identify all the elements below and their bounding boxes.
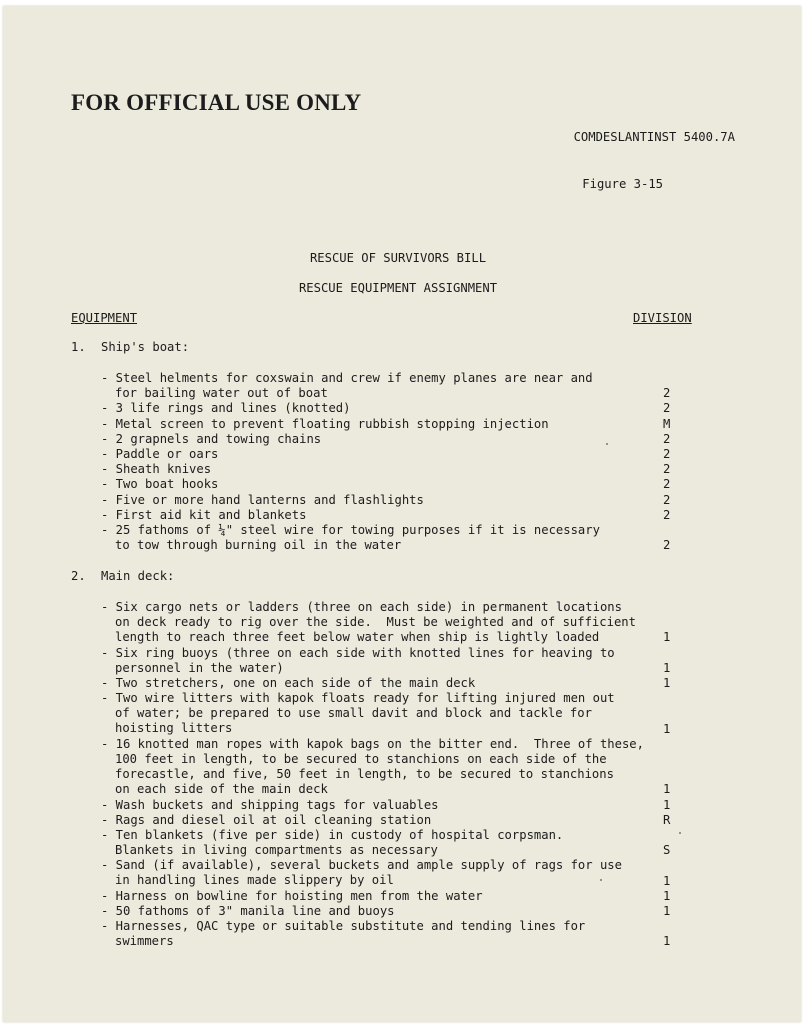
equipment-item-text: - Sand (if available), several buckets and ample supply of rags for use xyxy=(101,858,622,873)
equipment-item-text: on deck ready to rig over the side. Must be weighted and of sufficient xyxy=(115,615,636,629)
equipment-item-text: of water; be prepared to use small davit and block and tackle for xyxy=(115,706,592,721)
equipment-item xyxy=(101,828,646,858)
equipment-item-text: - Rags and diesel oil at oil cleaning station xyxy=(101,812,432,827)
division-column-header: DIVISION xyxy=(633,311,692,325)
division-code: 1 xyxy=(663,630,671,645)
equipment-item-text: - Harness on bowline for hoisting men from the water xyxy=(101,888,483,903)
division-code: 2 xyxy=(663,401,671,416)
equipment-item xyxy=(101,493,646,508)
section-number: 1. xyxy=(71,340,86,354)
equipment-item xyxy=(101,919,646,949)
paper-speck xyxy=(606,443,608,445)
equipment-item-text: on each side of the main deck xyxy=(115,781,328,796)
equipment-item-text: to tow through burning oil in the water xyxy=(115,538,402,552)
equipment-item-text: 100 feet in length, to be secured to stanchions on each side of the xyxy=(115,751,607,766)
equipment-item-text: - Two boat hooks xyxy=(101,477,219,492)
division-code: 1 xyxy=(663,934,671,949)
equipment-item xyxy=(101,477,646,492)
division-code: 1 xyxy=(663,676,671,690)
equipment-item xyxy=(101,691,646,736)
equipment-item-text: - Two stretchers, one on each side of the main deck xyxy=(101,676,476,690)
equipment-item-text: - Six cargo nets or ladders (three on each side) in permanent locations xyxy=(101,600,622,614)
division-code: 2 xyxy=(663,462,671,477)
equipment-item xyxy=(101,401,646,416)
division-code: 1 xyxy=(663,904,671,918)
equipment-item-text: hoisting litters xyxy=(115,721,233,736)
equipment-item-text: - Six ring buoys (three on each side with knotted lines for heaving to xyxy=(101,645,615,660)
equipment-item-text: - First aid kit and blankets xyxy=(101,507,307,522)
equipment-item-text: - Steel helments for coxswain and crew if enemy planes are near and xyxy=(101,371,593,385)
equipment-item xyxy=(101,508,646,523)
equipment-item-text: - 50 fathoms of 3" manila line and buoys xyxy=(101,904,395,918)
equipment-item-text: in handling lines made slippery by oil xyxy=(115,873,394,888)
equipment-item-text: - Harnesses, QAC type or suitable substitute and tending lines for xyxy=(101,919,586,934)
equipment-item-text: forecastle, and five, 50 feet in length, to be secured to stanchions xyxy=(115,766,614,781)
equipment-item xyxy=(101,813,646,828)
division-code: 2 xyxy=(663,447,671,461)
document-page xyxy=(3,6,801,1022)
equipment-item-text: - 16 knotted man ropes with kapok bags on the bitter end. Three of these, xyxy=(101,736,644,751)
division-code: S xyxy=(663,843,671,858)
equipment-item xyxy=(101,646,646,676)
equipment-item xyxy=(101,432,646,447)
division-code: R xyxy=(663,812,671,827)
bill-title: RESCUE OF SURVIVORS BILL xyxy=(309,251,487,265)
equipment-item-text: - 3 life rings and lines (knotted) xyxy=(101,401,351,416)
paper-speck xyxy=(679,832,681,834)
equipment-item xyxy=(101,417,646,432)
section-heading xyxy=(71,340,189,355)
equipment-item xyxy=(101,462,646,477)
equipment-item-text: - Two wire litters with kapok floats ready for lifting injured men out xyxy=(101,691,615,706)
division-code: 2 xyxy=(663,386,671,401)
figure-number: Figure 3-15 xyxy=(582,177,663,191)
equipment-item xyxy=(101,676,646,691)
equipment-item xyxy=(101,371,646,401)
equipment-item-text: - Ten blankets (five per side) in custody of hospital corpsman. xyxy=(101,828,564,842)
division-code: 1 xyxy=(663,721,671,736)
division-code: 1 xyxy=(663,797,671,812)
equipment-item xyxy=(101,523,646,553)
section-title: Main deck: xyxy=(101,569,175,583)
equipment-item xyxy=(101,600,646,645)
paper-speck xyxy=(600,879,602,881)
equipment-item-text: - Wash buckets and shipping tags for valuables xyxy=(101,797,439,812)
division-code: 2 xyxy=(663,538,671,553)
division-code: 2 xyxy=(663,431,671,446)
equipment-column-header: EQUIPMENT xyxy=(71,311,138,325)
equipment-item xyxy=(101,447,646,462)
section-title: Ship's boat: xyxy=(101,340,190,354)
equipment-item-text: - 2 grapnels and towing chains xyxy=(101,431,322,446)
equipment-item-text: for bailing water out of boat xyxy=(115,386,328,400)
section-heading xyxy=(71,569,174,584)
equipment-item-text: personnel in the water) xyxy=(115,660,284,675)
equipment-item-text: - Five or more hand lanterns and flashlights xyxy=(101,492,424,507)
division-code: 1 xyxy=(663,888,671,903)
equipment-item-text: swimmers xyxy=(115,934,174,949)
division-code: M xyxy=(663,416,671,431)
division-code: 1 xyxy=(663,782,671,797)
division-code: 1 xyxy=(663,660,671,675)
equipment-item xyxy=(101,904,646,919)
equipment-item-text: length to reach three feet below water when ship is lightly loaded xyxy=(115,630,600,644)
equipment-item xyxy=(101,889,646,904)
division-code: 2 xyxy=(663,477,671,492)
classification-heading: FOR OFFICIAL USE ONLY xyxy=(71,90,362,115)
equipment-item xyxy=(101,798,646,813)
equipment-item-text: - Sheath knives xyxy=(101,462,212,477)
division-code: 1 xyxy=(663,873,671,888)
equipment-item-text: - 25 fathoms of ¼" steel wire for towing purposes if it is necessary xyxy=(101,523,600,537)
equipment-item xyxy=(101,737,646,797)
division-code: 2 xyxy=(663,507,671,522)
equipment-item xyxy=(101,858,646,888)
equipment-item-text: - Paddle or oars xyxy=(101,447,219,461)
assignment-title: RESCUE EQUIPMENT ASSIGNMENT xyxy=(298,281,498,295)
section-number: 2. xyxy=(71,569,86,583)
equipment-item-text: Blankets in living compartments as necessary xyxy=(115,843,438,857)
division-code: 2 xyxy=(663,492,671,507)
instruction-reference: COMDESLANTINST 5400.7A xyxy=(573,130,735,144)
equipment-item-text: - Metal screen to prevent floating rubbish stopping injection xyxy=(101,416,549,431)
